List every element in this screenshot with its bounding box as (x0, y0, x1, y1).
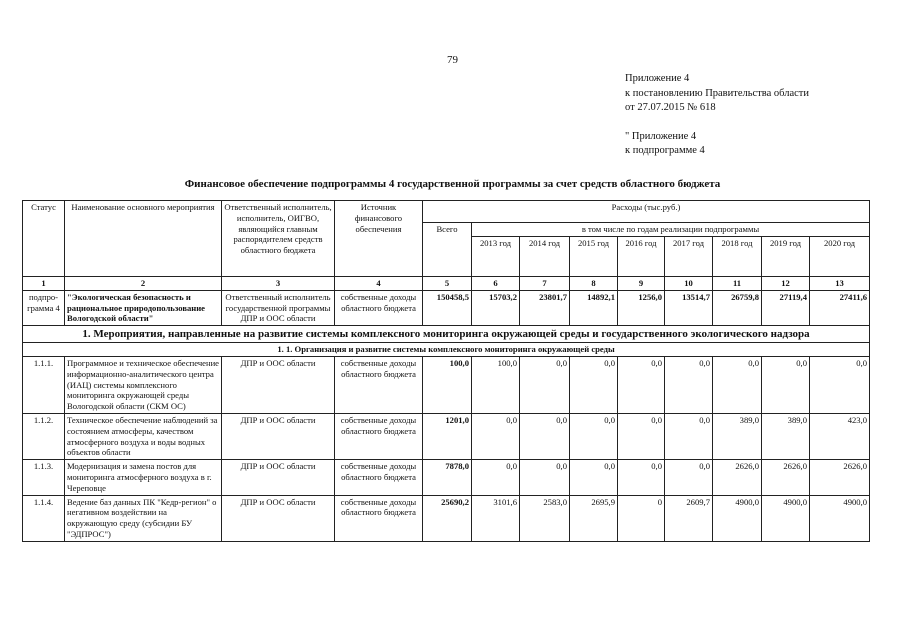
row-executor: ДПР и ООС области (222, 495, 335, 541)
column-number: 2 (65, 277, 222, 291)
row-year-value: 15703,2 (472, 290, 520, 325)
column-number: 7 (520, 277, 570, 291)
column-number: 10 (665, 277, 713, 291)
row-year-value: 389,0 (713, 413, 762, 459)
financing-table (22, 200, 870, 542)
row-year-value: 0,0 (472, 413, 520, 459)
header-year: 2019 год (762, 237, 810, 277)
page-number: 79 (447, 54, 458, 66)
row-name: Техническое обеспечение наблюдений за состоянием атмосферы, качеством атмосферного воздуха и воды водных объектов области (65, 413, 222, 459)
row-name: Ведение баз данных ПК "Кедр-регион" о негативном воздействии на окружающую среду (субсидии БУ "ЭДПРОС") (65, 495, 222, 541)
row-total: 100,0 (423, 356, 472, 413)
appendix-line: " Приложение 4 (625, 130, 697, 142)
row-total: 1201,0 (423, 413, 472, 459)
row-name: Модернизация и замена постов для мониторинга атмосферного воздуха в г. Череповце (65, 460, 222, 495)
row-year-value: 4900,0 (762, 495, 810, 541)
row-status: 1.1.1. (23, 356, 65, 413)
row-source: собственные доходы областного бюджета (335, 495, 423, 541)
header-year: 2018 год (713, 237, 762, 277)
column-number: 9 (618, 277, 665, 291)
section-row (23, 326, 870, 343)
row-year-value: 3101,6 (472, 495, 520, 541)
row-year-value: 27411,6 (810, 290, 870, 325)
appendix-line: к постановлению Правительства области (625, 87, 809, 99)
row-year-value: 0,0 (520, 460, 570, 495)
column-number-row (23, 277, 870, 291)
appendix-line: к подпрограмме 4 (625, 145, 705, 156)
header-status: Статус (23, 201, 65, 277)
row-year-value: 27119,4 (762, 290, 810, 325)
row-source: собственные доходы областного бюджета (335, 413, 423, 459)
row-total: 25690,2 (423, 495, 472, 541)
header-year: 2020 год (810, 237, 870, 277)
column-number: 4 (335, 277, 423, 291)
header-name: Наименование основного мероприятия (65, 201, 222, 277)
row-year-value: 0,0 (570, 356, 618, 413)
section-title: 1. Мероприятия, направленные на развитие системы комплексного мониторинга окружающей среды и государственного экологического надзора (23, 326, 870, 343)
column-number: 1 (23, 277, 65, 291)
row-executor: ДПР и ООС области (222, 356, 335, 413)
column-number: 3 (222, 277, 335, 291)
row-year-value: 0 (618, 495, 665, 541)
row-year-value: 4900,0 (810, 495, 870, 541)
row-year-value: 0,0 (570, 460, 618, 495)
row-year-value: 0,0 (570, 413, 618, 459)
row-name: Программное и техническое обеспечение информационно-аналитического центра (ИАЦ) системы комплексного мониторинга окружающей среды Вологодской области (СКМ ОС) (65, 356, 222, 413)
row-year-value: 2695,9 (570, 495, 618, 541)
row-year-value: 23801,7 (520, 290, 570, 325)
appendix-line: Приложение 4 (625, 73, 690, 84)
column-number: 12 (762, 277, 810, 291)
row-year-value: 2583,0 (520, 495, 570, 541)
row-year-value: 0,0 (762, 356, 810, 413)
row-name: "Экологическая безопасность и рациональное природопользование Вологодской области" (65, 290, 222, 325)
row-year-value: 0,0 (520, 356, 570, 413)
row-total: 7878,0 (423, 460, 472, 495)
subsection-title: 1. 1. Организация и развитие системы комплексного мониторинга окружающей среды (23, 343, 870, 357)
row-year-value: 0,0 (665, 413, 713, 459)
row-executor: ДПР и ООС области (222, 413, 335, 459)
row-year-value: 0,0 (665, 460, 713, 495)
row-year-value: 0,0 (472, 460, 520, 495)
row-year-value: 0,0 (520, 413, 570, 459)
row-year-value: 423,0 (810, 413, 870, 459)
row-year-value: 0,0 (713, 356, 762, 413)
row-total: 150458,5 (423, 290, 472, 325)
row-source: собственные доходы областного бюджета (335, 356, 423, 413)
row-year-value: 100,0 (472, 356, 520, 413)
row-year-value: 1256,0 (618, 290, 665, 325)
row-year-value: 13514,7 (665, 290, 713, 325)
row-year-value: 0,0 (618, 413, 665, 459)
document-title: Финансовое обеспечение подпрограммы 4 государственной программы за счет средств областного бюджета (184, 178, 721, 190)
table-row (23, 495, 870, 541)
row-year-value: 2626,0 (810, 460, 870, 495)
table-row (23, 460, 870, 495)
table-row (23, 413, 870, 459)
header-year: 2015 год (570, 237, 618, 277)
row-status: подпро-грамма 4 (23, 290, 65, 325)
appendix-header (625, 72, 809, 159)
header-year: 2016 год (618, 237, 665, 277)
row-year-value: 26759,8 (713, 290, 762, 325)
row-status: 1.1.4. (23, 495, 65, 541)
header-expenses: Расходы (тыс.руб.) (423, 201, 870, 223)
row-source: собственные доходы областного бюджета (335, 460, 423, 495)
row-status: 1.1.2. (23, 413, 65, 459)
row-year-value: 389,0 (762, 413, 810, 459)
header-year: 2013 год (472, 237, 520, 277)
program-row (23, 290, 870, 325)
header-total: Всего (423, 223, 472, 277)
header-executor: Ответственный исполнитель, исполнитель, ОИГВО, являющийся главным распорядителем средств областного бюджета (222, 201, 335, 277)
row-status: 1.1.3. (23, 460, 65, 495)
header-by-years: в том числе по годам реализации подпрограммы (472, 223, 870, 237)
row-executor: ДПР и ООС области (222, 460, 335, 495)
row-year-value: 2626,0 (762, 460, 810, 495)
column-number: 13 (810, 277, 870, 291)
subsection-row (23, 343, 870, 357)
table-header-row (23, 201, 870, 223)
row-year-value: 0,0 (618, 460, 665, 495)
row-year-value: 0,0 (618, 356, 665, 413)
header-source: Источник финансового обеспечения (335, 201, 423, 277)
row-year-value: 2626,0 (713, 460, 762, 495)
header-year: 2014 год (520, 237, 570, 277)
row-source: собственные доходы областного бюджета (335, 290, 423, 325)
appendix-line: от 27.07.2015 № 618 (625, 102, 716, 113)
column-number: 8 (570, 277, 618, 291)
row-year-value: 0,0 (810, 356, 870, 413)
table-row (23, 356, 870, 413)
row-year-value: 2609,7 (665, 495, 713, 541)
row-year-value: 14892,1 (570, 290, 618, 325)
column-number: 11 (713, 277, 762, 291)
row-year-value: 4900,0 (713, 495, 762, 541)
header-year: 2017 год (665, 237, 713, 277)
column-number: 6 (472, 277, 520, 291)
row-year-value: 0,0 (665, 356, 713, 413)
column-number: 5 (423, 277, 472, 291)
row-executor: Ответственный исполнитель государственной программы ДПР и ООС области (222, 290, 335, 325)
